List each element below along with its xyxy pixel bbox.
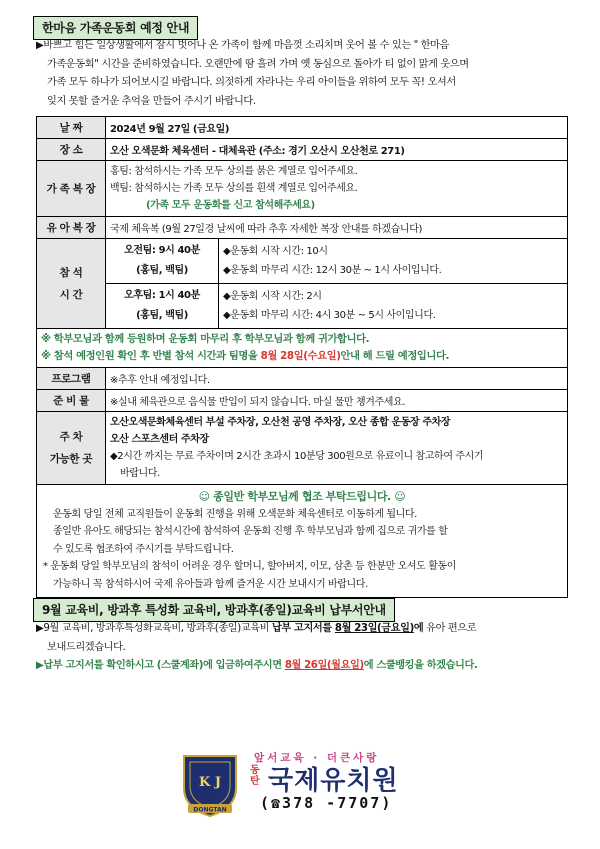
notice-text: 안내 해 드릴 예정입니다. [340, 350, 450, 362]
shield-emblem-icon [180, 750, 240, 818]
session-table [106, 239, 567, 328]
kindergarten-logo [180, 750, 470, 820]
fee-text: 에 스쿨뱅킹을 하겠습니다. [363, 660, 478, 671]
family-dress-label: 가 족 복 장 [37, 161, 106, 217]
svg-text:DONGTAN: DONGTAN [193, 806, 227, 814]
attendance-time-label [37, 239, 106, 329]
notice-schedule [41, 348, 563, 365]
pm-schedule [219, 284, 568, 329]
svg-text:K J: K J [199, 775, 221, 790]
pm-team-sub: (홍팀, 백팀) [136, 310, 188, 321]
pm-team-time: 오후팀: 1시 40분 [124, 290, 200, 301]
slogan: 앞서교육 · 더큰사랑 [254, 752, 380, 764]
parking-label-line: 주 차 [59, 431, 83, 443]
cooperation-line: 종일반 유아도 해당되는 참석시간에 참석하여 운동회 진행 후 학부모님과 함께 집으로 귀가를 할 [53, 526, 448, 537]
cooperation-line: 가능하니 꼭 참석하시어 국제 유아들과 함께 즐거운 시간 보내시기 바랍니다. [53, 578, 368, 590]
fee-text: ▶납부 고지서를 확인하시고 (스쿨계좌)에 입금하여주시면 [36, 660, 285, 671]
intro-line: 가족 모두 하나가 되어보시길 바랍니다. 의젓하게 자라나는 우리 아이들을 위하여 모두 꼭! 오셔서 [47, 77, 456, 88]
fee-text-bold: 납부 고지서를 [271, 623, 335, 634]
fee-text: ▶9월 교육비, 방과후특성화교육비, 방과후(종일)교육비 [36, 623, 272, 634]
intro-line: 잊지 못할 즐거운 추억을 만들어 주시기 바랍니다. [47, 95, 256, 107]
cooperation-box [37, 485, 568, 598]
date-value: 2024년 9월 27일 (금요일) [106, 117, 568, 139]
parking-lots-2: 오산 스포츠센터 주차장 [110, 434, 209, 445]
supplies-value: ※실내 체육관으로 음식물 반입이 되지 않습니다. 마실 물만 챙겨주세요. [106, 390, 568, 412]
am-team-time: 오전팀: 9시 40분 [124, 245, 200, 256]
parking-label-line: 가능한 곳 [49, 453, 93, 465]
place-value: 오산 오색문화 체육센터 - 대체육관 (주소: 경기 오산시 오산천로 271) [106, 139, 568, 161]
parking-fee-note: ◆2시간 까지는 무료 주차이며 2시간 초과시 10분당 300원으로 유료이니 참고하여 주시기 [110, 451, 484, 462]
parking-cell [106, 412, 568, 485]
fee-banking-date: 8월 26일(월요일) [284, 660, 364, 671]
fee-text: 유아 편으로 [423, 623, 477, 634]
notice-return-home: ※ 학부모님과 함께 등원하며 운동회 마무리 후 학부모님과 함께 귀가합니다. [41, 333, 370, 345]
kid-dress-label: 유 아 복 장 [37, 217, 106, 239]
place-label: 장 소 [37, 139, 106, 161]
intro-paragraph [36, 37, 570, 111]
date-label: 날 짜 [37, 117, 106, 139]
am-team-sub: (홍팀, 백팀) [136, 265, 188, 276]
parking-fee-note-cont: 바랍니다. [120, 468, 160, 479]
pm-end: ◆운동회 마무리 시간: 4시 30분 ~ 5시 사이입니다. [223, 310, 436, 321]
fee-date-underlined: 8월 23일(금요일) [334, 623, 414, 634]
kindergarten-name: 국제유치원 [268, 766, 399, 796]
family-dress-cell [106, 161, 568, 217]
pm-team-cell [106, 284, 219, 329]
fee-line-banking [36, 657, 576, 676]
time-label-line: 시 간 [59, 288, 83, 301]
dress-white-team: 백팀: 참석하시는 가족 모두 상의를 흰색 계열로 입어주세요. [110, 183, 358, 194]
fee-notice-paragraph [36, 620, 576, 676]
parking-lots: 오산오색문화체육센터 부설 주차장, 오산천 공영 주차장, 오산 종합 운동장 주차장 [110, 417, 451, 428]
kid-dress-value: 국제 체육복 (9월 27일경 날씨에 따라 추후 자세한 복장 안내를 하겠습니다) [106, 217, 568, 239]
fee-text-bold: 에 [413, 623, 424, 634]
am-schedule [219, 239, 568, 284]
notice-text: ※ 참석 예정인원 확인 후 반별 참석 시간과 팀명을 [41, 350, 261, 362]
cooperation-line: 수 있도록 협조하여 주시기를 부탁드립니다. [53, 543, 234, 555]
section-title-sports-day: 한마음 가족운동회 예정 안내 [33, 16, 198, 40]
am-end: ◆운동회 마무리 시간: 12시 30분 ~ 1시 사이입니다. [223, 265, 442, 276]
attendance-time-cell [106, 239, 568, 329]
event-info-table [36, 116, 568, 598]
region-label: 동탄 [250, 765, 260, 787]
fee-line: 보내드리겠습니다. [47, 641, 126, 653]
am-start: ◆운동회 시작 시간: 10시 [223, 246, 328, 257]
program-label: 프로그램 [37, 368, 106, 390]
dress-shoes-note: (가족 모두 운동화를 신고 참석해주세요) [146, 200, 315, 211]
parking-label [37, 412, 106, 485]
cooperation-title: ☺ 종일반 학부모님께 협조 부탁드립니다. ☺ [198, 490, 406, 503]
attendance-notice [37, 329, 568, 368]
dress-red-team: 홍팀: 참석하시는 가족 모두 상의를 붉은 계열로 입어주세요. [110, 166, 358, 177]
phone-number: (☎378 -7707) [260, 794, 393, 812]
fee-line [36, 620, 576, 639]
am-team-cell [106, 239, 219, 284]
supplies-label: 준 비 물 [37, 390, 106, 412]
section-title-fee-notice: 9월 교육비, 방과후 특성화 교육비, 방과후(종일)교육비 납부서안내 [33, 598, 395, 622]
time-label-line: 참 석 [59, 266, 83, 279]
intro-line: ▶바쁘고 힘든 일상생활에서 잠시 벗어나 온 가족이 함께 마음껏 소리치며 웃어 볼 수 있는 " 한마음 [36, 40, 450, 51]
intro-line: 가족운동회" 시간을 준비하였습니다. 오랜만에 땀 흘려 가며 옛 동심으로 돌아가 티 없이 맑게 웃으며 [47, 58, 469, 70]
program-value: ※추후 안내 예정입니다. [106, 368, 568, 390]
cooperation-line: * 운동회 당일 학부모님의 참석이 어려운 경우 할머니, 할아버지, 이모, 삼촌 등 한분만 오셔도 활동이 [43, 561, 456, 572]
pm-start: ◆운동회 시작 시간: 2시 [223, 291, 322, 302]
cooperation-line: 운동회 당일 전체 교직원들이 운동회 진행을 위해 오색문화 체육센터로 이동하게 됩니다. [53, 508, 417, 520]
notice-date: 8월 28일(수요일) [260, 350, 341, 362]
